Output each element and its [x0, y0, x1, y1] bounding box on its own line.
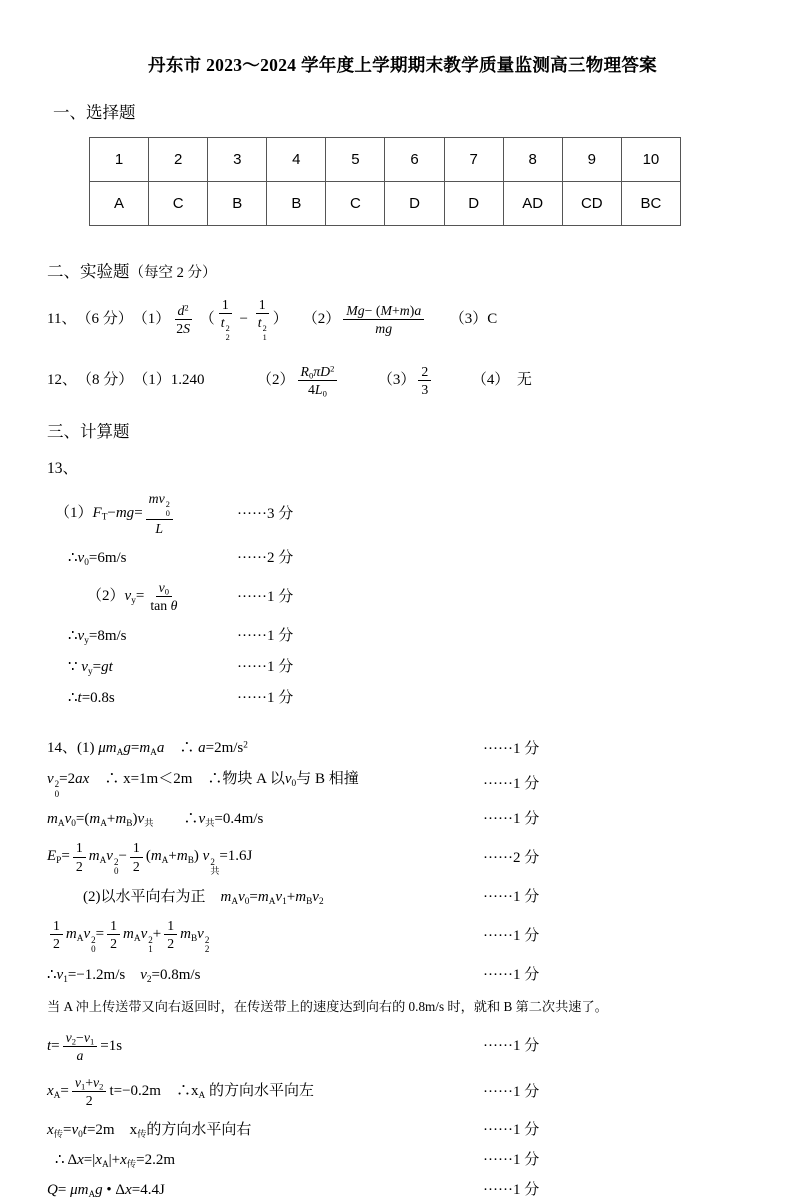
answer-cell: 8 — [503, 138, 562, 182]
answer-cell: C — [149, 182, 208, 226]
score-label: ······3 分 — [237, 505, 294, 522]
answer-cell: 10 — [621, 138, 680, 182]
score-label: ······1 分 — [483, 775, 540, 792]
formula-line — [47, 1029, 758, 1064]
answer-cell: 1 — [90, 138, 149, 182]
formula: $E_P=$ $\frac{1}{2}$ $m_Av$ 2 0 − $\frac{1}{2}$ $(m_A+m_B)$ v 2 共 =1.6J — [47, 840, 253, 877]
answer-cell: B — [208, 182, 267, 226]
formula: ∵ $v_y=gt$ — [68, 658, 113, 677]
formula-line — [47, 1150, 758, 1170]
formula-line — [47, 548, 758, 568]
formula-line — [47, 363, 758, 398]
formula: $x_传=v_0t=2m$ $x_传$的方向水平向右 — [47, 1121, 252, 1140]
answer-cell: BC — [621, 182, 680, 226]
answer-cell: 6 — [385, 138, 444, 182]
answer-cell: 3 — [208, 138, 267, 182]
formula-line — [47, 657, 758, 677]
section-heading-experiment-note: （每空 2 分） — [129, 265, 217, 281]
answer-table — [89, 137, 681, 226]
answer-cell: C — [326, 182, 385, 226]
formula-line — [47, 769, 758, 799]
formula: $m_Av_0=(m_A+m_B)v_共$ $\therefore v_共=0.4m/s$ — [47, 811, 264, 829]
page-title: 丹东市 2023～2024 学年度上学期期末教学质量监测高三物理答案 — [148, 55, 657, 75]
formula-line — [47, 738, 758, 758]
formula: $\therefore v_1=-1.2m/s$ $v_2=0.8m/s$ — [47, 966, 201, 985]
formula-line — [47, 917, 758, 955]
answer-cell: D — [385, 182, 444, 226]
formula-line — [47, 965, 758, 985]
score-label: ······2 分 — [483, 849, 540, 866]
formula: $\frac{1}{2}$ $m_Av$ 2 0 = $\frac{1}{2}$ $m_Av$ 2 1 + $\frac{1}{2}$ $m_Bv$ 2 2 — [47, 917, 209, 955]
formula-line — [47, 809, 758, 829]
score-label: ······2 分 — [237, 549, 294, 566]
formula: $\therefore v_y=8m/s$ — [68, 627, 127, 646]
answer-cell: 9 — [562, 138, 621, 182]
formula: 11、 （6 分） （1） $\frac{d^2}{2S}$ （ 1 t 2 2 − 1 t 2 1 ） （2） $\frac{Mg- (M+m)a}{mg}$ （3）C — [47, 297, 498, 343]
answer-cell: D — [444, 182, 503, 226]
formula: v 2 0 =2ax ∴ x=1m＜2m ∴物块 A 以$v_0$与 B 相撞 — [47, 770, 359, 799]
answer-cell: 4 — [267, 138, 326, 182]
score-label: ······1 分 — [237, 627, 294, 644]
formula: $x_A=$ $\frac{v_1+v_2}{2}$ t=−0.2m $\therefore x_A$ 的方向水平向左 — [47, 1075, 314, 1109]
section-heading-calculation: 三、计算题 — [47, 422, 130, 442]
score-label: ······1 分 — [483, 1151, 540, 1168]
score-label: ······1 分 — [483, 966, 540, 983]
formula-line — [47, 887, 758, 907]
question-14-solution — [47, 738, 758, 1200]
score-label: ······1 分 — [237, 690, 294, 707]
formula: ∴ $\Delta x=|x_A|+x_传=2.2m$ — [55, 1151, 175, 1170]
experiment-answers — [47, 296, 758, 398]
answer-cell: B — [267, 182, 326, 226]
formula-line — [47, 688, 758, 708]
answer-cell: 2 — [149, 138, 208, 182]
formula: ∴t=0.8s — [68, 690, 115, 707]
score-label: ······1 分 — [483, 740, 540, 757]
answer-cell: 7 — [444, 138, 503, 182]
formula: $(1)F_T-mg=$ mv 2 0 L — [55, 490, 176, 537]
section-heading-choice: 一、选择题 — [53, 103, 136, 122]
score-label: ······1 分 — [237, 588, 294, 605]
section-heading-experiment — [47, 258, 758, 282]
formula-line — [47, 1074, 758, 1109]
formula: $\therefore v_0=6m/s$ — [68, 549, 127, 568]
formula-line — [47, 626, 758, 646]
explanation-paragraph: 当 A 冲上传送带又向右返回时，在传送带上的速度达到向右的 0.8m/s 时，就和 B 第二次共速了。 — [47, 998, 608, 1014]
formula-line — [47, 839, 758, 877]
answer-cell: 5 — [326, 138, 385, 182]
answer-cell: A — [90, 182, 149, 226]
question-13-solution — [47, 490, 758, 708]
formula: $Q= \mu m_Ag$ • Δx=4.4J — [47, 1182, 165, 1200]
score-label: ······1 分 — [483, 1038, 540, 1055]
answer-table-number-row — [90, 138, 681, 182]
formula: t= $\frac{v_2-v_1}{a}$ =1s — [47, 1029, 123, 1063]
answer-cell: CD — [562, 182, 621, 226]
score-label: ······1 分 — [483, 927, 540, 944]
formula: (2)以水平向右为正 $m_Av_0=m_Av_1+m_Bv_2$ — [83, 888, 324, 907]
formula: 14、(1) $\mu m_Ag=m_Aa$ ∴ $a=2m/s^2$ — [47, 740, 248, 759]
question-13-label: 13、 — [47, 460, 79, 478]
section-heading-experiment-text: 二、实验题 — [47, 262, 130, 281]
formula-line — [47, 296, 758, 343]
score-label: ······1 分 — [483, 888, 540, 905]
formula: $(2)v_y=$ $\frac{v_0}{\text{tan θ}}$ — [87, 580, 178, 614]
score-label: ······1 分 — [237, 658, 294, 675]
formula: 12、 （8 分） （1）1.240 （2） $\frac{R_0\pi D^2}{4L_0}$ （3） $\frac{2}{3}$ （4） 无 — [47, 363, 532, 399]
answer-table-answer-row — [90, 182, 681, 226]
score-label: ······1 分 — [483, 1182, 540, 1199]
formula-line — [47, 490, 758, 537]
score-label: ······1 分 — [483, 811, 540, 828]
score-label: ······1 分 — [483, 1121, 540, 1138]
formula-line — [47, 1180, 758, 1200]
answer-cell: AD — [503, 182, 562, 226]
formula-line — [47, 579, 758, 614]
score-label: ······1 分 — [483, 1083, 540, 1100]
